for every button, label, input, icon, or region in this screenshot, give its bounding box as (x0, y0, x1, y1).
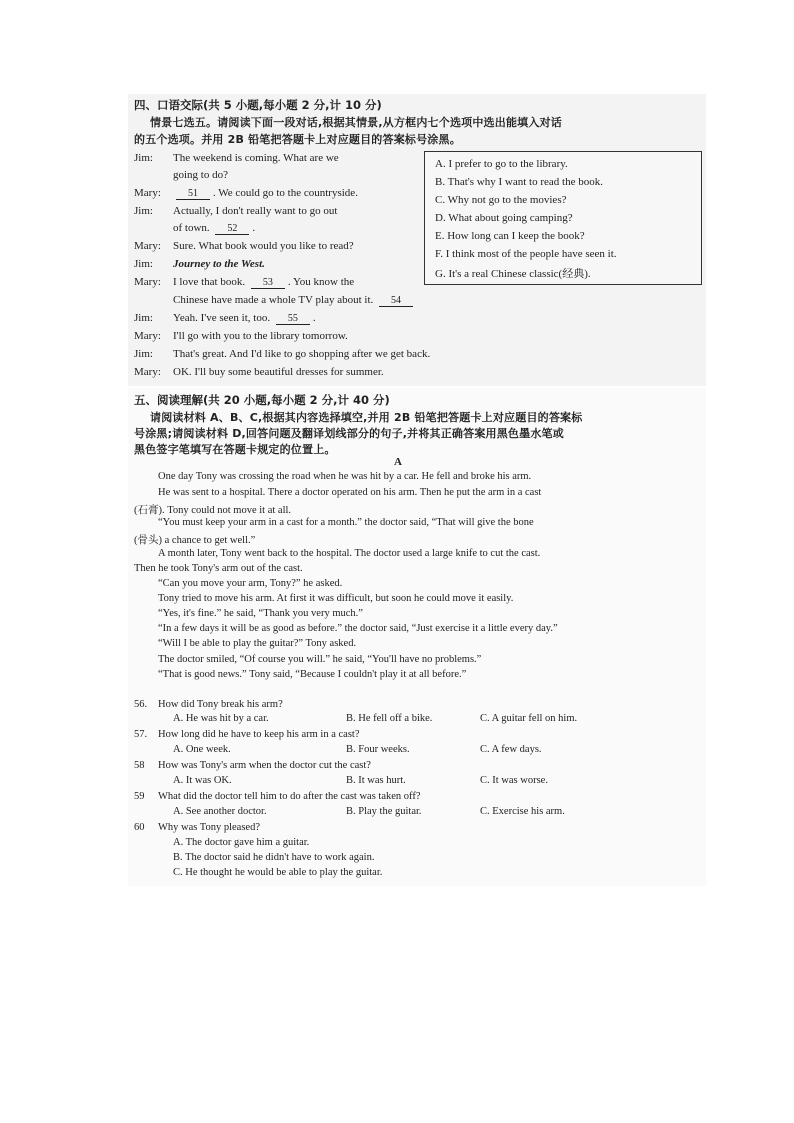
choice-a[interactable]: A. One week. (173, 744, 231, 755)
choice-c[interactable]: C. Exercise his arm. (480, 806, 565, 817)
dialogue-text: I love that book. (173, 276, 248, 288)
passage-line: Then he took Tony's arm out of the cast. (134, 563, 303, 574)
choice-b[interactable]: B. It was hurt. (346, 775, 406, 786)
question-number: 56. (134, 699, 148, 710)
option-d: D. What about going camping? (435, 212, 573, 224)
passage-line: “You must keep your arm in a cast for a month.” the doctor said, “That will give the bone (158, 517, 534, 528)
passage-line: (石膏). Tony could not move it at all. (134, 505, 292, 516)
section5-title: 五、阅读理解(共 20 小题,每小题 2 分,计 40 分) (134, 393, 390, 407)
speaker-label: Jim: (134, 152, 153, 164)
choice-a[interactable]: A. The doctor gave him a guitar. (173, 837, 310, 848)
speaker-label: Mary: (134, 187, 161, 199)
dialogue-text: . (252, 222, 256, 234)
dialogue-line: Sure. What book would you like to read? (173, 240, 354, 252)
dialogue-line: Actually, I don't really want to go out (173, 205, 338, 217)
speaker-label: Mary: (134, 276, 161, 288)
question-number: 59 (134, 791, 145, 802)
choice-b[interactable]: B. Four weeks. (346, 744, 410, 755)
answer-blank[interactable]: 54 (379, 295, 413, 307)
dialogue-line (173, 312, 316, 325)
choice-c[interactable]: C. A few days. (480, 744, 542, 755)
dialogue-text: . You know the (287, 276, 355, 288)
answer-blank[interactable]: 55 (276, 313, 310, 325)
choice-b[interactable]: B. The doctor said he didn't have to work again. (173, 852, 375, 863)
options-box (424, 151, 702, 285)
dialogue-line: OK. I'll buy some beautiful dresses for summer. (173, 366, 384, 378)
passage-line: “Can you move your arm, Tony?” he asked. (158, 578, 343, 589)
answer-blank[interactable]: 53 (251, 277, 285, 289)
passage-line: “In a few days it will be as good as before.” the doctor said, “Just exercise it a little every day.” (158, 623, 558, 634)
dialogue-line: That's great. And I'd like to go shopping after we get back. (173, 348, 431, 360)
option-c: C. Why not go to the movies? (435, 194, 567, 206)
choice-b[interactable]: B. He fell off a bike. (346, 713, 433, 724)
speaker-label: Mary: (134, 366, 161, 378)
section5-instruction-line3: 黑色签字笔填写在答题卡规定的位置上。 (134, 443, 336, 456)
option-a: A. I prefer to go to the library. (435, 158, 568, 170)
passage-line: Tony tried to move his arm. At first it was difficult, but soon he could move it easily. (158, 593, 514, 604)
choice-a[interactable]: A. He was hit by a car. (173, 713, 269, 724)
question-text: Why was Tony pleased? (158, 822, 261, 833)
speaker-label: Jim: (134, 258, 153, 270)
passage-line: “Will I be able to play the guitar?” Tony asked. (158, 638, 357, 649)
dialogue-text: . (312, 312, 316, 324)
section4-title: 四、口语交际(共 5 小题,每小题 2 分,计 10 分) (134, 98, 382, 112)
passage-line: He was sent to a hospital. There a doctor operated on his arm. Then he put the arm in a cast (158, 487, 542, 498)
dialogue-line (173, 294, 416, 307)
question-text: How was Tony's arm when the doctor cut the cast? (158, 760, 371, 771)
speaker-label: Mary: (134, 330, 161, 342)
choice-a[interactable]: A. It was OK. (173, 775, 232, 786)
dialogue-text: Yeah. I've seen it, too. (173, 312, 273, 324)
choice-c[interactable]: C. A guitar fell on him. (480, 713, 578, 724)
answer-blank[interactable]: 51 (176, 188, 210, 200)
question-text: How did Tony break his arm? (158, 699, 283, 710)
dialogue-text: . We could go to the countryside. (213, 187, 358, 199)
section5-instruction-line2: 号涂黑;请阅读材料 D,回答问题及翻译划线部分的句子,并将其正确答案用黑色墨水笔或 (134, 427, 564, 440)
option-f: F. I think most of the people have seen it. (435, 248, 617, 260)
dialogue-text: Chinese have made a whole TV play about it. (173, 294, 377, 306)
question-number: 57. (134, 729, 148, 740)
dialogue-line: I'll go with you to the library tomorrow. (173, 330, 348, 342)
question-text: How long did he have to keep his arm in a cast? (158, 729, 360, 740)
passage-line: “Yes, it's fine.” he said, “Thank you very much.” (158, 608, 363, 619)
question-number: 58 (134, 760, 145, 771)
passage-line: One day Tony was crossing the road when he was hit by a car. He fell and broke his arm. (158, 471, 532, 482)
passage-line: A month later, Tony went back to the hospital. The doctor used a large knife to cut the cast. (158, 548, 541, 559)
option-b: B. That's why I want to read the book. (435, 176, 603, 188)
section4-instruction-line2: 的五个选项。并用 2B 铅笔把答题卡上对应题目的答案标号涂黑。 (134, 133, 461, 146)
question-number: 60 (134, 822, 145, 833)
dialogue-line: going to do? (173, 169, 228, 181)
passage-label: A (394, 456, 402, 468)
passage-line: (骨头) a chance to get well.” (134, 535, 256, 546)
speaker-label: Jim: (134, 205, 153, 217)
speaker-label: Jim: (134, 348, 153, 360)
book-title: Journey to the West. (173, 258, 265, 270)
choice-c[interactable]: C. It was worse. (480, 775, 548, 786)
dialogue-line (173, 222, 255, 235)
option-e: E. How long can I keep the book? (435, 230, 585, 242)
passage-line: “That is good news.” Tony said, “Because I couldn't play it at all before.” (158, 669, 467, 680)
section4-instruction-line1: 情景七选五。请阅读下面一段对话,根据其情景,从方框内七个选项中选出能填入对话 (150, 116, 562, 129)
choice-c[interactable]: C. He thought he would be able to play the guitar. (173, 867, 383, 878)
passage-line: The doctor smiled, “Of course you will.” he said, “You'll have no problems.” (158, 654, 482, 665)
choice-b[interactable]: B. Play the guitar. (346, 806, 422, 817)
section5-instruction-line1: 请阅读材料 A、B、C,根据其内容选择填空,并用 2B 铅笔把答题卡上对应题目的答案标 (150, 411, 583, 424)
dialogue-line: The weekend is coming. What are we (173, 152, 339, 164)
choice-a[interactable]: A. See another doctor. (173, 806, 267, 817)
answer-blank[interactable]: 52 (215, 223, 249, 235)
dialogue-line (173, 276, 354, 289)
speaker-label: Jim: (134, 312, 153, 324)
speaker-label: Mary: (134, 240, 161, 252)
dialogue-line (173, 187, 358, 200)
question-text: What did the doctor tell him to do after the cast was taken off? (158, 791, 421, 802)
option-g: G. It's a real Chinese classic(经典). (435, 268, 591, 280)
dialogue-text: of town. (173, 222, 213, 234)
